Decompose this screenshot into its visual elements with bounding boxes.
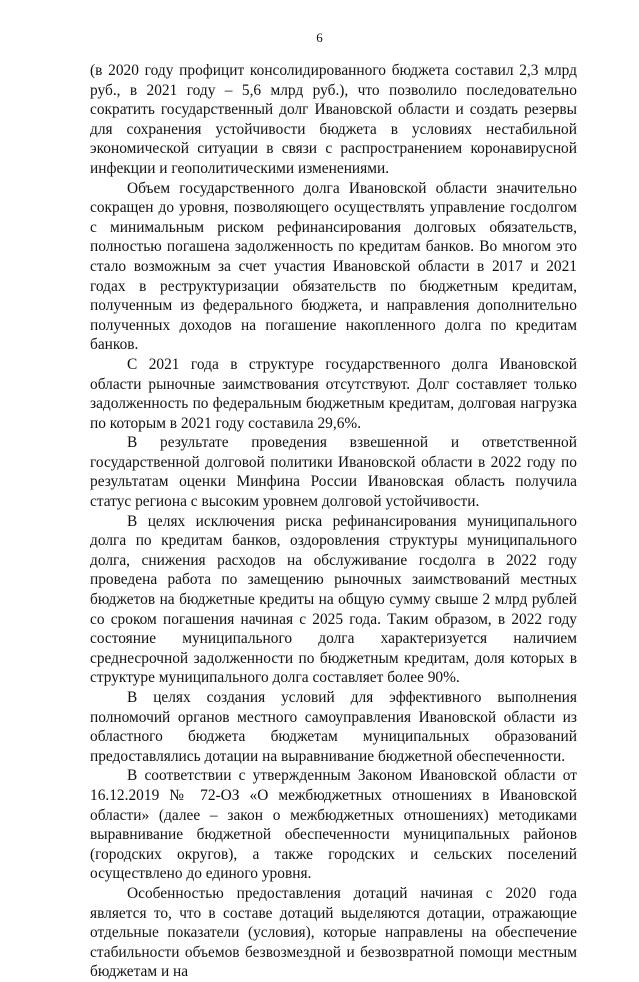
paragraph-municipal-debt: В целях исключения риска рефинансирования муниципального долга по кредитам банков, оздоровления структуры муниципального долга, снижения расходов на обслуживание госдолга в 2022 году проведена работа по замещению рыночных заимствований местных бюджетов на бюджетные кредиты на общую сумму свыше 2 млрд рублей со сроком погашения начиная с 2025 года. Таким образом, в 2022 году состояние муниципального долга характеризуется наличием среднесрочной задолженности по бюджетным кредитам, доля которых в структуре муниципального долга составляет более 90%.	[90, 512, 577, 687]
paragraph-state-debt-volume: Объем государственного долга Ивановской области значительно сокращен до уровня, позволяющего осуществлять управление госдолгом с минимальным риском рефинансирования долговых обязательств, полностью погашена задолженность по кредитам банков. Во многом это стало возможным за счет участия Ивановской области в 2017 и 2021 годах в реструктуризации обязательств по бюджетным кредитам, полученным из федерального бюджета, и направления дополнительно полученных доходов на погашение накопленного долга по кредитам банков.	[90, 179, 577, 354]
document-body	[90, 61, 577, 982]
paragraph-grants-features: Особенностью предоставления дотаций начиная с 2020 года является то, что в составе дотаций выделяются дотации, отражающие отдельные показатели (условия), которые направлены на обеспечение стабильности объемов безвозмездной и безвозвратной помощи местным бюджетам и на	[90, 884, 577, 981]
page-number: 6	[316, 30, 323, 45]
paragraph-equalization-grants: В целях создания условий для эффективного выполнения полномочий органов местного самоуправления Ивановской области из областного бюджета бюджетам муниципальных образований предоставлялись дотации на выравнивание бюджетной обеспеченности.	[90, 689, 577, 765]
paragraph-debt-sustainability-status: В результате проведения взвешенной и ответственной государственной долговой политики Ивановской области в 2022 году по результатам оценки Минфина России Ивановская область получила статус региона с высоким уровнем долговой устойчивости.	[90, 434, 577, 511]
paragraph-interbudget-law: В соответствии с утвержденным Законом Ивановской области от 16.12.2019 № 72-ОЗ «О межбюджетных отношениях в Ивановской области» (далее – закон о межбюджетных отношениях) методиками выравнивание бюджетной обеспеченности муниципальных районов (городских округов), а также городских и сельских поселений осуществлено до единого уровня.	[90, 767, 577, 883]
paragraph-debt-structure-2021: С 2021 года в структуре государственного долга Ивановской области рыночные заимствования отсутствуют. Долг составляет только задолженность по федеральным бюджетным кредитам, долговая нагрузка по которым в 2021 году составила 29,6%.	[90, 355, 577, 432]
paragraph-budget-surplus: (в 2020 году профицит консолидированного бюджета составил 2,3 млрд руб., в 2021 году – 5,6 млрд руб.), что позволило последовательно сократить государственный долг Ивановской области и создать резервы для сохранения устойчивости бюджета в условиях нестабильной экономической ситуации в связи с распространением коронавирусной инфекции и геополитическими изменениями.	[90, 62, 577, 177]
